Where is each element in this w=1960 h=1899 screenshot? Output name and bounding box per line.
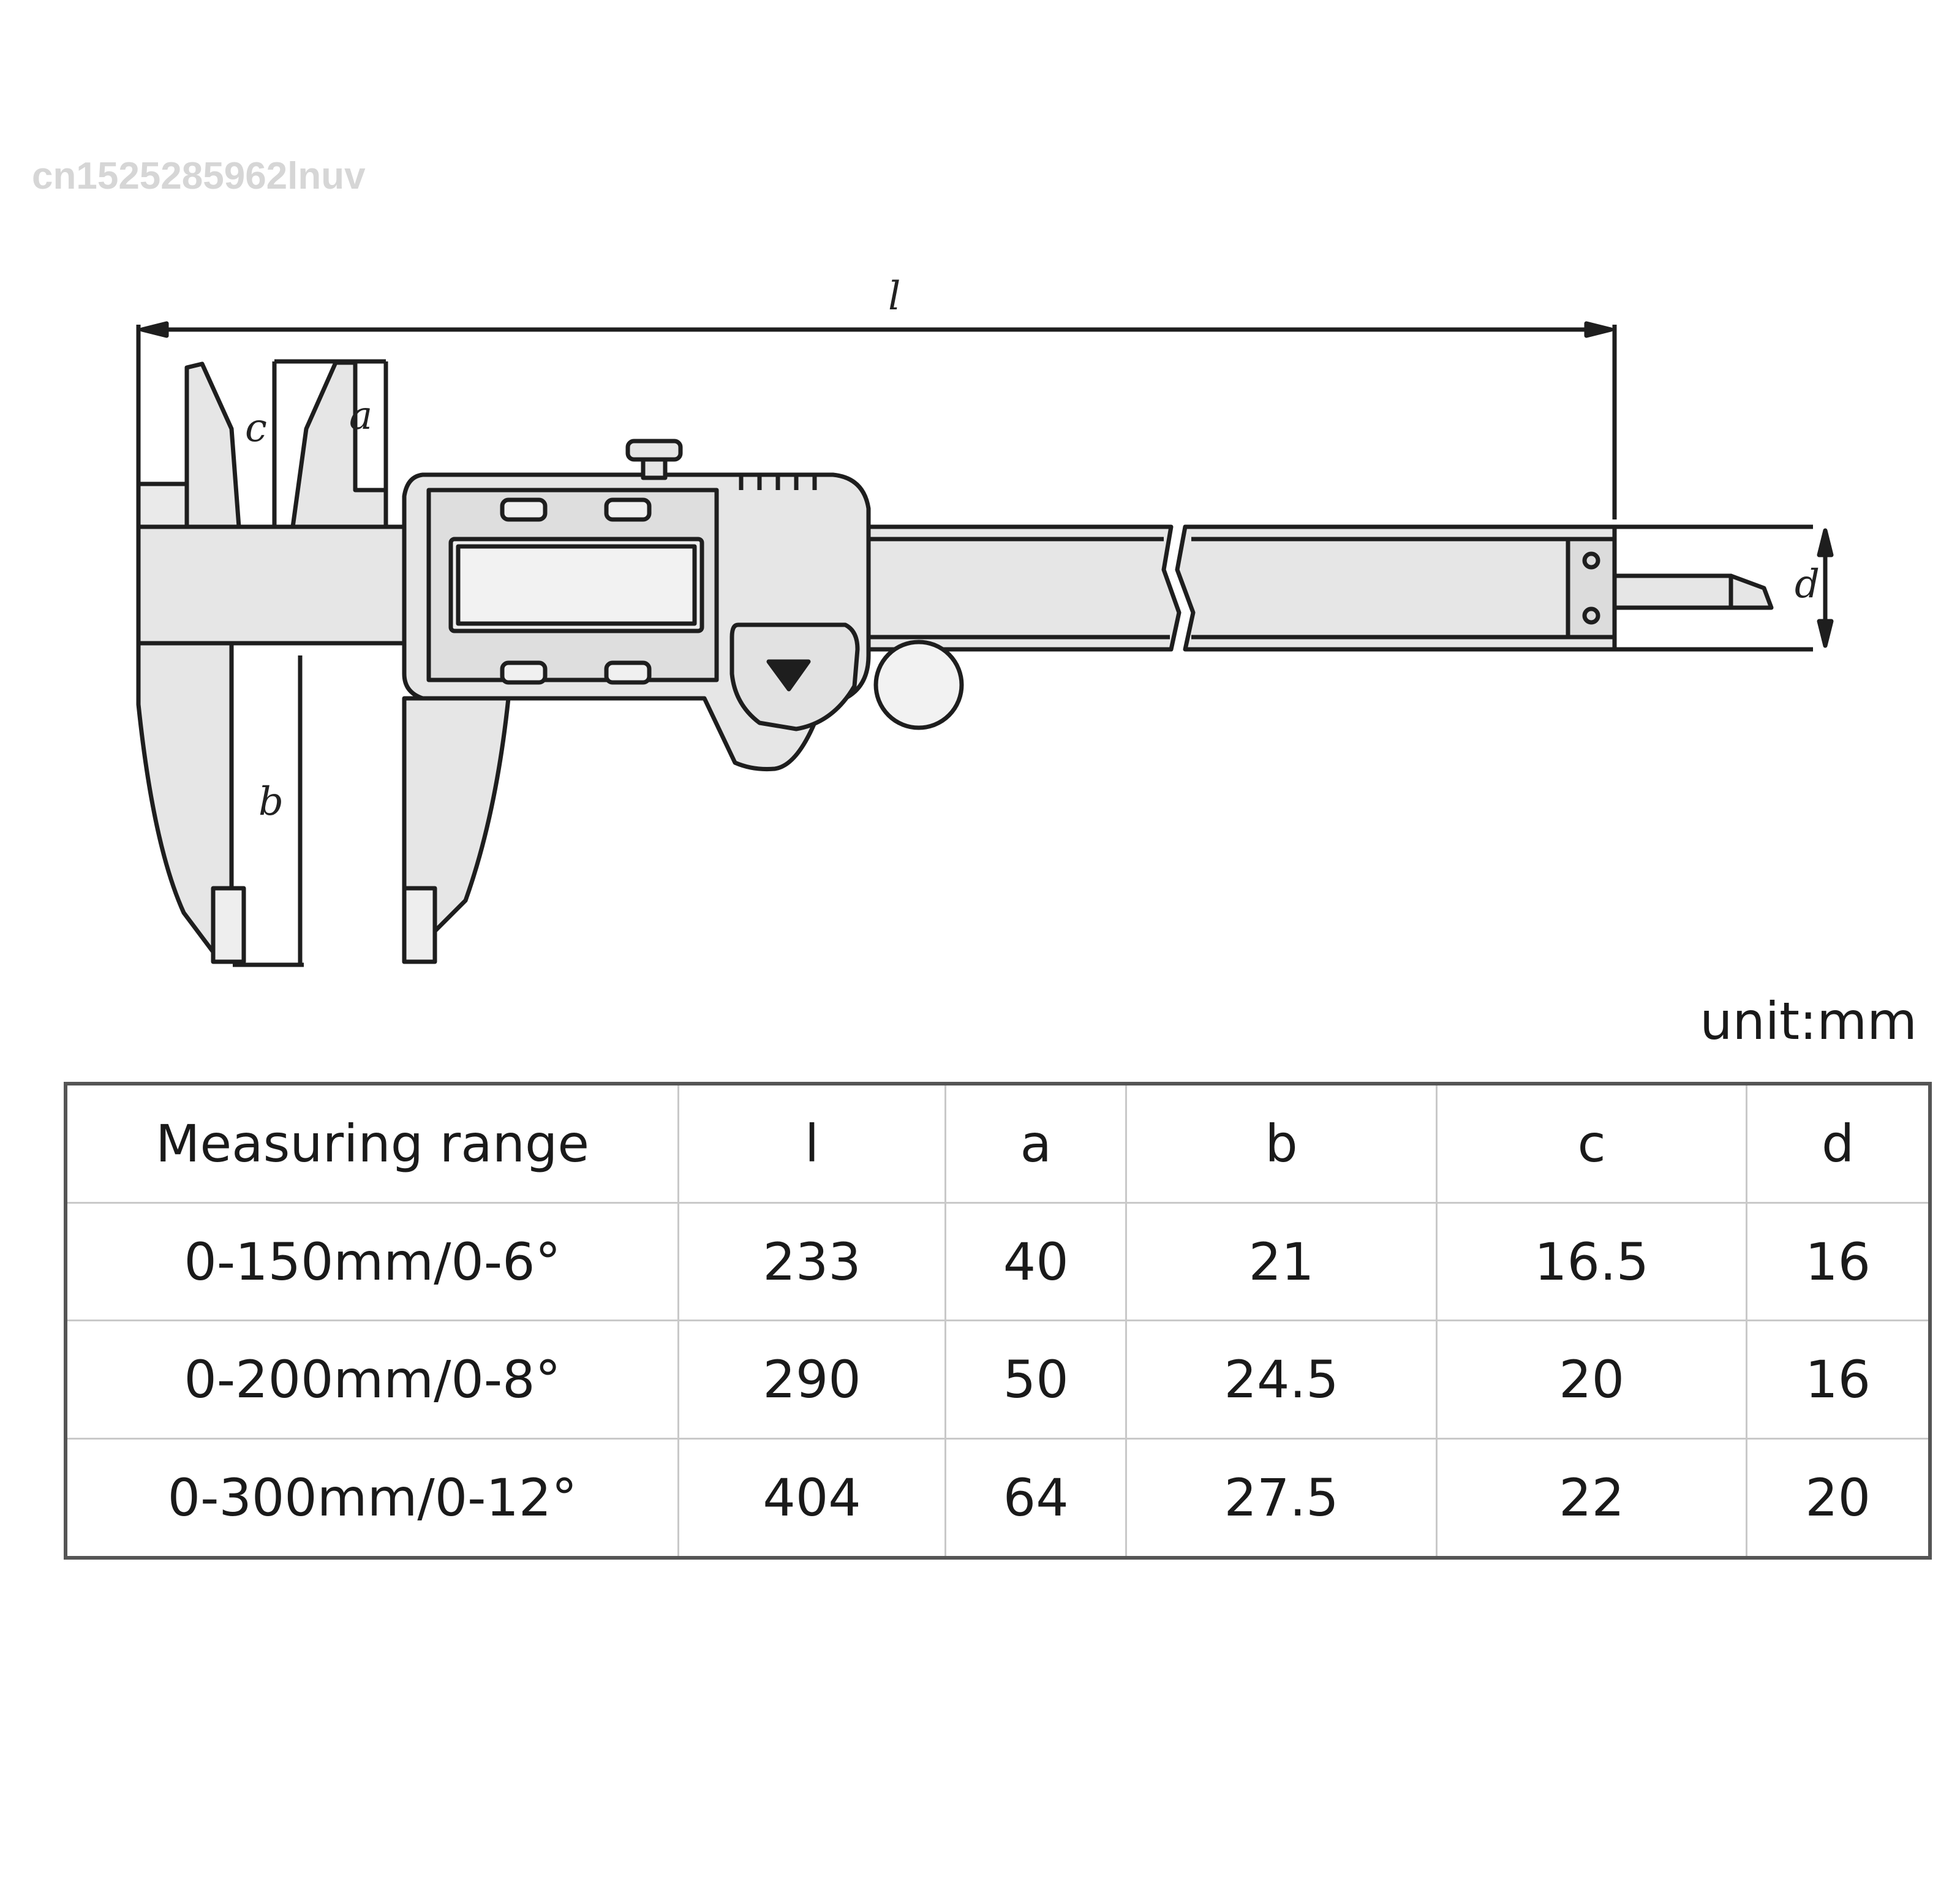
cell-l: 404 (679, 1438, 946, 1558)
label-d: d (1795, 562, 1820, 607)
header-d: d (1747, 1084, 1930, 1203)
lock-screw (628, 441, 680, 478)
cell-c: 20 (1436, 1321, 1747, 1438)
cell-d: 20 (1747, 1438, 1930, 1558)
cell-b: 21 (1126, 1203, 1437, 1321)
header-b: b (1126, 1084, 1437, 1203)
cell-c: 16.5 (1436, 1203, 1747, 1321)
label-a: a (349, 393, 373, 439)
moving-upper-jaw (274, 361, 386, 528)
specification-table (64, 1082, 1932, 1560)
table-row (66, 1438, 1930, 1558)
button-top-right (606, 500, 649, 519)
main-beam-end (1177, 527, 1615, 649)
main-beam-right (869, 527, 1179, 649)
cell-d: 16 (1747, 1203, 1930, 1321)
cell-a: 50 (946, 1321, 1126, 1438)
cell-a: 64 (946, 1438, 1126, 1558)
table-row (66, 1203, 1930, 1321)
cell-l: 233 (679, 1203, 946, 1321)
header-measuring-range: Measuring range (66, 1084, 679, 1203)
header-l: l (679, 1084, 946, 1203)
unit-label: unit:mm (1700, 991, 1917, 1051)
cell-b: 27.5 (1126, 1438, 1437, 1558)
cell-c: 22 (1436, 1438, 1747, 1558)
button-top-left (502, 500, 545, 519)
button-bottom-left (502, 663, 545, 682)
cell-d: 16 (1747, 1321, 1930, 1438)
header-a: a (946, 1084, 1126, 1203)
watermark: cn1525285962lnuv (32, 155, 366, 197)
label-l: l (888, 274, 901, 319)
table-row (66, 1321, 1930, 1438)
table-header-row (66, 1084, 1930, 1203)
header-c: c (1436, 1084, 1747, 1203)
cell-b: 24.5 (1126, 1321, 1437, 1438)
button-bottom-right (606, 663, 649, 682)
cell-range: 0-150mm/0-6° (66, 1203, 679, 1321)
cell-range: 0-300mm/0-12° (66, 1438, 679, 1558)
cell-l: 290 (679, 1321, 946, 1438)
thumb-roller (876, 642, 962, 728)
label-c: c (245, 406, 267, 451)
cell-a: 40 (946, 1203, 1126, 1321)
fixed-upper-jaw (138, 364, 239, 527)
cell-range: 0-200mm/0-8° (66, 1321, 679, 1438)
main-beam-left (138, 527, 408, 643)
label-b: b (258, 779, 284, 825)
